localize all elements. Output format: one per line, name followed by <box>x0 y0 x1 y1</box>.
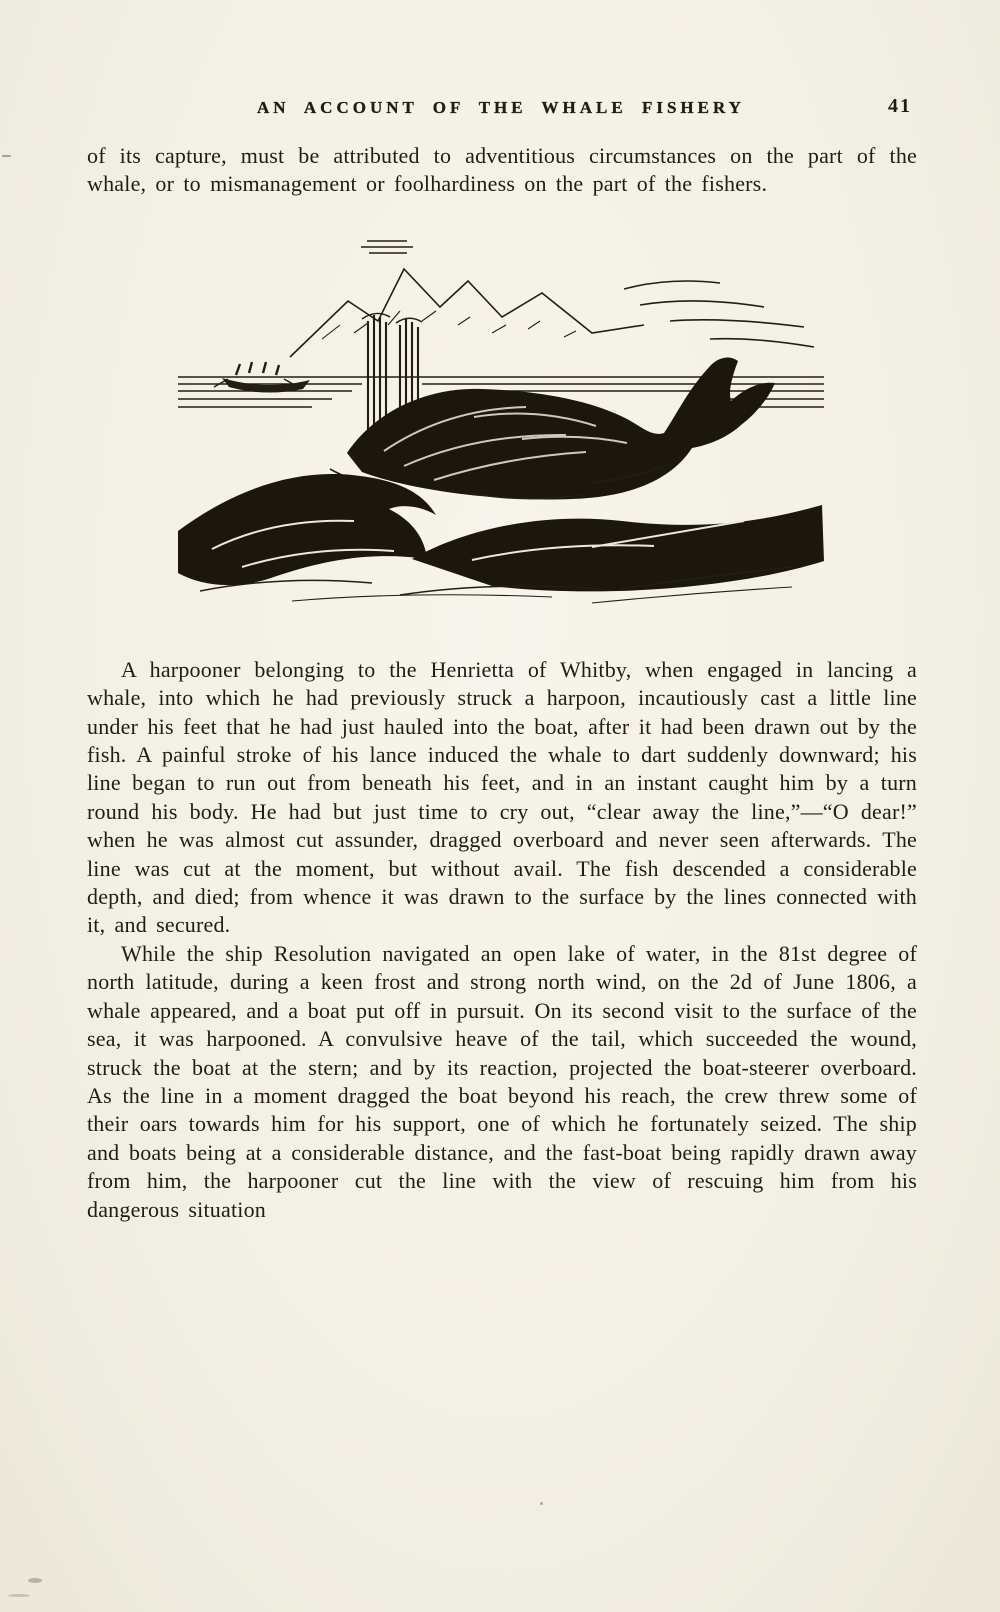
scan-artifact <box>540 1502 543 1505</box>
page-header <box>86 95 916 118</box>
paragraph-resolution: While the ship Resolution navigated an open lake of water, in the 81st degree of north latitude, during a keen frost and strong north wind, on the 2d of June 1806, a whale appeared, and a boat put off in pursuit. On its second visit to the surface of the sea, it was harpooned. A convulsive heave of the tail, which succeeded the wound, struck the boat at the stern; and by its reaction, projected the boat-steerer overboard. As the line in a moment dragged the boat beyond his reach, the crew threw some of their oars towards him for his support, one of which he fortunately seized. The ship and boats being at a considerable distance, and the fast-boat being rapidly drawn away from him, the harpooner cut the line with the view of rescuing him from his dangerous situation <box>87 940 917 1222</box>
scan-artifact <box>28 1578 42 1583</box>
text-block <box>87 142 917 1224</box>
page-number: 41 <box>888 95 912 117</box>
iceberg-ridge <box>290 241 644 357</box>
clouds <box>624 281 814 347</box>
scan-artifact <box>8 1594 30 1597</box>
paragraph-harpooner: A harpooner belonging to the Henrietta of Whitby, when engaged in lancing a whale, into which he had previously struck a harpoon, incautiously cast a little line under his feet that he had just hauled into the boat, after it had been drawn out by the fish. A painful stroke of his lance induced the whale to dart suddenly downward; his line began to run out from beneath his feet, and in an instant caught him by a turn round his body. He had but just time to cry out, “clear away the line,”—“O dear!” when he was almost cut assunder, dragged overboard and never seen afterwards. The line was cut at the moment, but without avail. The fish descended a considerable depth, and died; from whence it was drawn to the surface by the lines connected with it, and secured. <box>87 656 917 938</box>
whale-engraving-illustration <box>172 229 832 614</box>
whale-engraving <box>172 229 832 614</box>
running-title: AN ACCOUNT OF THE WHALE FISHERY <box>257 98 745 117</box>
scan-artifact <box>2 155 11 157</box>
paragraph-continuation: of its capture, must be attributed to adventitious circumstances on the part of the whale, or to mismanagement or foolhardiness on the part of the fishers. <box>87 143 917 197</box>
